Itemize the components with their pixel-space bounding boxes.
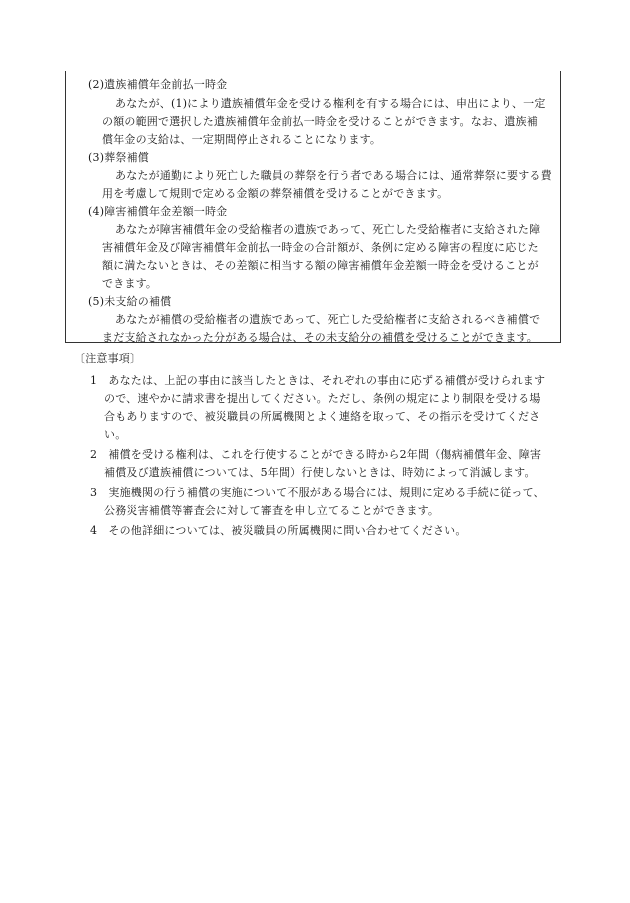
paragraph-line: 額に満たないときは、その差額に相当する額の障害補償年金差額一時金を受けることが (102, 259, 539, 272)
note-line: 2 補償を受ける権利は、これを行使することができる時から2年間（傷病補償年金、障害 (90, 448, 542, 461)
section-title: (2)遺族補償年金前払一時金 (88, 78, 228, 91)
paragraph-line: あなたが補償の受給権者の遺族であって、死亡した受給権者に支給されるべき補償で (115, 313, 541, 326)
paragraph-line: あなたが障害補償年金の受給権者の遺族であって、死亡した受給権者に支給された障 (115, 223, 541, 236)
paragraph-line: できます。 (102, 277, 158, 290)
paragraph-line: まだ支給されなかった分がある場合は、その未支給分の補償を受けることができます。 (102, 331, 538, 344)
paragraph-line: の額の範囲で選択した遺族補償年金前払一時金を受けることができます。なお、遺族補 (102, 115, 538, 128)
note-line: い。 (104, 428, 127, 441)
note-line: 合もありますので、被災職員の所属機関とよく連絡を取って、その指示を受けてくださ (104, 410, 541, 423)
note-line: 1 あなたは、上記の事由に該当したときは、それぞれの事由に応ずる補償が受けられます (90, 374, 546, 387)
section-title: (5)未支給の補償 (88, 295, 172, 308)
paragraph-line: 償年金の支給は、一定期間停止されることになります。 (102, 133, 382, 146)
notes-title: 〔注意事項〕 (74, 352, 142, 365)
section-title: (3)葬祭補償 (88, 151, 149, 164)
note-line: 公務災害補償等審査会に対して審査を申し立てることができます。 (104, 504, 440, 517)
note-line: 4 その他詳細については、被災職員の所属機関に問い合わせてください。 (90, 524, 467, 537)
paragraph-line: 用を考慮して規則で定める金額の葬祭補償を受けることができます。 (102, 187, 449, 200)
paragraph-line: あなたが、(1)により遺族補償年金を受ける権利を有する場合には、申出により、一定 (115, 97, 546, 110)
note-line: ので、速やかに請求書を提出してください。ただし、条例の規定により制限を受ける場 (104, 392, 541, 405)
note-line: 3 実施機関の行う補償の実施について不服がある場合には、規則に定める手続に従って、 (90, 486, 545, 499)
paragraph-line: 害補償年金及び障害補償年金前払一時金の合計額が、条例に定める障害の程度に応じた (102, 241, 539, 254)
note-line: 補償及び遺族補償については、5年間）行使しないときは、時効によって消滅します。 (104, 466, 536, 479)
paragraph-line: あなたが通勤により死亡した職員の葬祭を行う者である場合には、通常葬祭に要する費 (115, 169, 552, 182)
section-title: (4)障害補償年金差額一時金 (88, 205, 228, 218)
